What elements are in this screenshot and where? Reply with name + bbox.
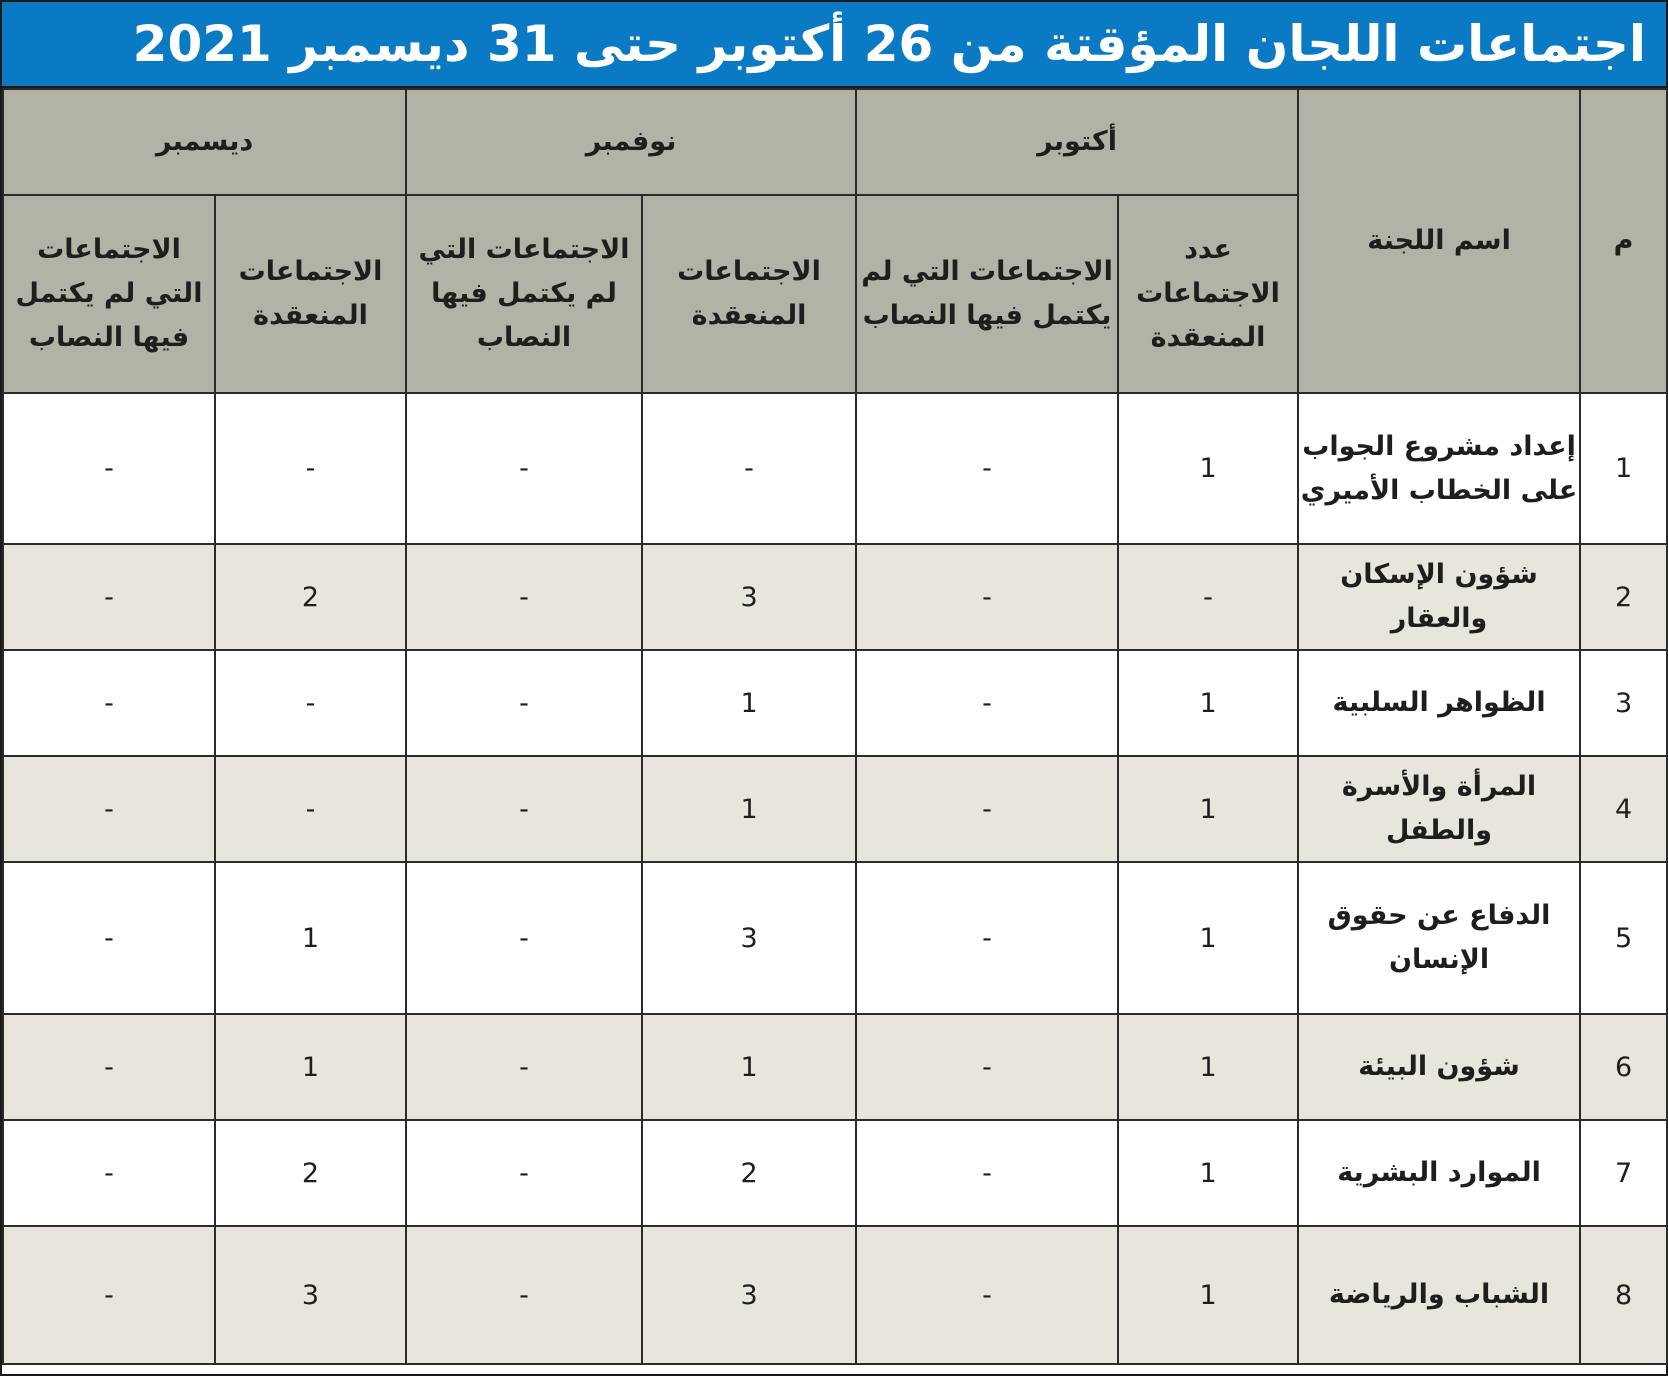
november-held-cell: - <box>642 393 856 544</box>
committee-name: الموارد البشرية <box>1298 1120 1580 1226</box>
header-month-december: ديسمبر <box>3 89 406 195</box>
december-no-quorum-cell: - <box>3 1014 215 1120</box>
header-october-held: عدد الاجتماعات المنعقدة <box>1118 195 1298 393</box>
header-month-november: نوفمبر <box>406 89 856 195</box>
december-no-quorum-cell: - <box>3 544 215 650</box>
header-committee-name: اسم اللجنة <box>1298 89 1580 393</box>
page-title: اجتماعات اللجان المؤقتة من 26 أكتوبر حتى 31 ديسمبر 2021 <box>2 2 1666 88</box>
table-row <box>3 1120 1667 1226</box>
header-november-held: الاجتماعات المنعقدة <box>642 195 856 393</box>
table-row <box>3 1014 1667 1120</box>
row-index: 4 <box>1580 756 1667 862</box>
october-held-cell: 1 <box>1118 862 1298 1014</box>
october-no-quorum-cell: - <box>856 1226 1118 1364</box>
table-row <box>3 544 1667 650</box>
october-no-quorum-cell: - <box>856 1120 1118 1226</box>
december-held-cell: 1 <box>215 862 406 1014</box>
december-no-quorum-cell: - <box>3 650 215 756</box>
december-no-quorum-cell: - <box>3 1226 215 1364</box>
committee-name: شؤون الإسكان والعقار <box>1298 544 1580 650</box>
december-held-cell: 2 <box>215 544 406 650</box>
row-index: 1 <box>1580 393 1667 544</box>
november-no-quorum-cell: - <box>406 862 642 1014</box>
november-no-quorum-cell: - <box>406 756 642 862</box>
october-no-quorum-cell: - <box>856 1014 1118 1120</box>
october-no-quorum-cell: - <box>856 393 1118 544</box>
december-no-quorum-cell: - <box>3 1120 215 1226</box>
november-held-cell: 1 <box>642 756 856 862</box>
october-no-quorum-cell: - <box>856 756 1118 862</box>
meetings-table <box>2 88 1668 1365</box>
october-held-cell: 1 <box>1118 650 1298 756</box>
december-held-cell: - <box>215 650 406 756</box>
october-held-cell: 1 <box>1118 393 1298 544</box>
committee-name: الظواهر السلبية <box>1298 650 1580 756</box>
december-held-cell: 1 <box>215 1014 406 1120</box>
october-held-cell: 1 <box>1118 1014 1298 1120</box>
table-row <box>3 393 1667 544</box>
november-held-cell: 1 <box>642 1014 856 1120</box>
november-no-quorum-cell: - <box>406 1226 642 1364</box>
november-held-cell: 2 <box>642 1120 856 1226</box>
october-no-quorum-cell: - <box>856 544 1118 650</box>
row-index: 6 <box>1580 1014 1667 1120</box>
november-no-quorum-cell: - <box>406 650 642 756</box>
row-index: 7 <box>1580 1120 1667 1226</box>
november-no-quorum-cell: - <box>406 544 642 650</box>
header-index: م <box>1580 89 1667 393</box>
december-no-quorum-cell: - <box>3 862 215 1014</box>
november-held-cell: 3 <box>642 1226 856 1364</box>
table-row <box>3 756 1667 862</box>
october-held-cell: 1 <box>1118 1120 1298 1226</box>
december-no-quorum-cell: - <box>3 756 215 862</box>
december-no-quorum-cell: - <box>3 393 215 544</box>
december-held-cell: 3 <box>215 1226 406 1364</box>
october-held-cell: 1 <box>1118 1226 1298 1364</box>
header-month-october: أكتوبر <box>856 89 1298 195</box>
header-december-no-quorum: الاجتماعات التي لم يكتمل فيها النصاب <box>3 195 215 393</box>
november-held-cell: 3 <box>642 862 856 1014</box>
november-held-cell: 3 <box>642 544 856 650</box>
december-held-cell: - <box>215 393 406 544</box>
committee-name: الدفاع عن حقوق الإنسان <box>1298 862 1580 1014</box>
row-index: 8 <box>1580 1226 1667 1364</box>
header-october-no-quorum: الاجتماعات التي لم يكتمل فيها النصاب <box>856 195 1118 393</box>
header-november-no-quorum: الاجتماعات التي لم يكتمل فيها النصاب <box>406 195 642 393</box>
december-held-cell: 2 <box>215 1120 406 1226</box>
table-row <box>3 1226 1667 1364</box>
committee-name: الشباب والرياضة <box>1298 1226 1580 1364</box>
december-held-cell: - <box>215 756 406 862</box>
october-no-quorum-cell: - <box>856 862 1118 1014</box>
header-december-held: الاجتماعات المنعقدة <box>215 195 406 393</box>
committee-name: إعداد مشروع الجواب على الخطاب الأميري <box>1298 393 1580 544</box>
row-index: 2 <box>1580 544 1667 650</box>
october-no-quorum-cell: - <box>856 650 1118 756</box>
october-held-cell: 1 <box>1118 756 1298 862</box>
table-row <box>3 650 1667 756</box>
november-no-quorum-cell: - <box>406 1014 642 1120</box>
november-no-quorum-cell: - <box>406 393 642 544</box>
committee-name: شؤون البيئة <box>1298 1014 1580 1120</box>
row-index: 3 <box>1580 650 1667 756</box>
november-no-quorum-cell: - <box>406 1120 642 1226</box>
october-held-cell: - <box>1118 544 1298 650</box>
november-held-cell: 1 <box>642 650 856 756</box>
table-row <box>3 862 1667 1014</box>
committee-name: المرأة والأسرة والطفل <box>1298 756 1580 862</box>
row-index: 5 <box>1580 862 1667 1014</box>
